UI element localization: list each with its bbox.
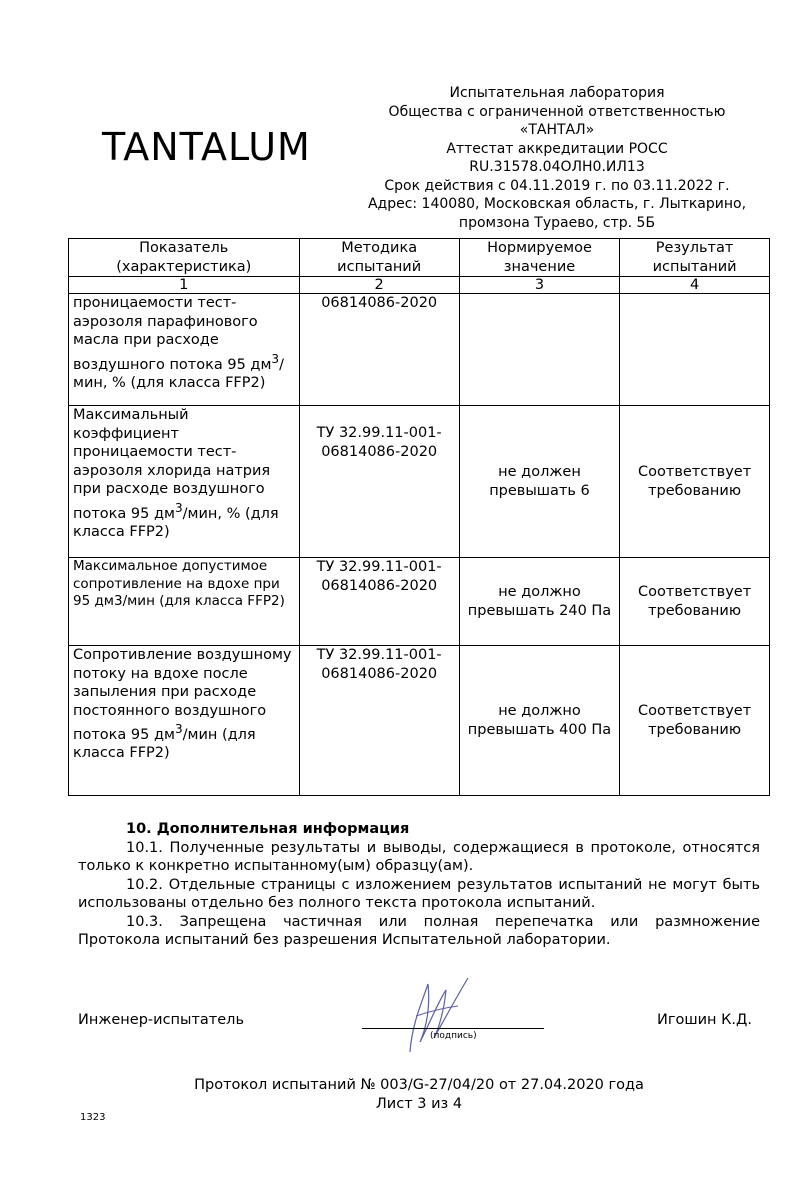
- method-text: ТУ 32.99.11-001-06814086-2020: [316, 425, 442, 460]
- norm-cell: не должен превышать 6: [459, 406, 619, 558]
- column-number: 2: [299, 277, 459, 294]
- indicator-cell: [69, 294, 300, 406]
- column-number: 1: [69, 277, 300, 294]
- column-number: 4: [620, 277, 770, 294]
- page-code: 1323: [80, 1112, 106, 1123]
- column-number: 3: [459, 277, 619, 294]
- norm-cell: [459, 294, 619, 406]
- header-indicator: [69, 239, 300, 277]
- protocol-number: Протокол испытаний № 003/G-27/04/20 от 27.04.2020 года: [194, 1077, 644, 1093]
- signature-line: [362, 1028, 544, 1029]
- column-number-row: [69, 277, 770, 294]
- header-result: [620, 239, 770, 277]
- norm-cell: не должно превышать 240 Па: [459, 558, 619, 646]
- lab-line: RU.31578.04ОЛН0.ИЛ13: [469, 159, 645, 175]
- method-cell: ТУ 32.99.11-001-06814086-2020: [299, 646, 459, 796]
- section-heading: 10. Дополнительная информация: [126, 821, 410, 837]
- indicator-text: /мин, % (для класса FFP2): [73, 356, 284, 391]
- header-line: Методика: [341, 240, 418, 256]
- indicator-text: /мин, % (для класса FFP2): [73, 505, 279, 540]
- result-cell: Соответствует требованию: [620, 646, 770, 796]
- header-line: (характеристика): [116, 258, 252, 275]
- info-paragraph: 10.3. Запрещена частичная или полная перепечатка или размножение Протокола испытаний без разрешения Испытательной лаборатории.: [78, 913, 760, 948]
- table-header-row: [69, 239, 770, 277]
- info-paragraph: 10.2. Отдельные страницы с изложением результатов испытаний не могут быть использованы отдельно без полного текста протокола испытаний.: [78, 876, 760, 911]
- indicator-text: Максимальный коэффициент проницаемости тест-аэрозоля хлорида натрия при расходе воздушного потока 95 дм: [73, 407, 271, 522]
- lab-line: «ТАНТАЛ»: [519, 122, 595, 138]
- superscript: 3: [174, 722, 183, 736]
- signature-mark: [398, 972, 478, 1056]
- result-cell: Соответствует требованию: [620, 406, 770, 558]
- additional-info: [78, 820, 760, 950]
- header-line: испытаний: [652, 258, 737, 275]
- result-cell: [620, 294, 770, 406]
- lab-line: Адрес: 140080, Московская область, г. Лыткарино,: [367, 196, 747, 212]
- norm-cell: не должно превышать 400 Па: [459, 646, 619, 796]
- indicator-cell: [69, 646, 300, 796]
- footer: [0, 1076, 800, 1113]
- superscript: 3: [271, 351, 280, 366]
- header-line: испытаний: [337, 258, 422, 275]
- table-row: [69, 406, 770, 558]
- signature-caption: (подпись): [430, 1031, 477, 1041]
- method-cell: [299, 406, 459, 558]
- logo: TANTALUM: [102, 125, 311, 169]
- signer-name: Игошин К.Д.: [657, 1012, 752, 1028]
- lab-line: Испытательная лаборатория: [449, 85, 665, 101]
- header-line: значение: [503, 258, 576, 275]
- header-method: [299, 239, 459, 277]
- signer-role: Инженер-испытатель: [78, 1012, 244, 1028]
- lab-line: промзона Тураево, стр. 5Б: [458, 214, 656, 231]
- method-cell: 06814086-2020: [299, 294, 459, 406]
- results-table: [68, 238, 770, 796]
- indicator-text: /мин (для класса FFP2): [73, 726, 256, 762]
- header-line: Показатель: [139, 240, 229, 256]
- header-line: Результат: [655, 240, 734, 256]
- lab-line: Общества с ограниченной ответственностью: [388, 103, 726, 120]
- lab-line: Аттестат аккредитации РОСС: [446, 140, 668, 157]
- indicator-cell: [69, 406, 300, 558]
- info-paragraph: 10.1. Полученные результаты и выводы, содержащиеся в протоколе, относятся только к конкретно испытанному(ым) образцу(ам).: [78, 839, 760, 874]
- lab-info: [330, 84, 784, 232]
- superscript: 3: [174, 500, 183, 515]
- header-norm: [459, 239, 619, 277]
- indicator-text: проницаемости тест-аэрозоля парафинового масла при расходе воздушного потока 95 дм: [73, 295, 272, 373]
- table-row: [69, 294, 770, 406]
- indicator-text: Сопротивление воздушному потоку на вдохе после запыления при расходе постоянного воздушного потока 95 дм: [73, 647, 292, 743]
- result-cell: Соответствует требованию: [620, 558, 770, 646]
- table-row: [69, 558, 770, 646]
- indicator-cell: Максимальное допустимое сопротивление на вдохе при 95 дм3/мин (для класса FFP2): [69, 558, 300, 646]
- header-line: Нормируемое: [487, 240, 592, 256]
- sheet-number: Лист 3 из 4: [375, 1095, 463, 1112]
- table-row: [69, 646, 770, 796]
- method-cell: ТУ 32.99.11-001-06814086-2020: [299, 558, 459, 646]
- lab-line: Срок действия с 04.11.2019 г. по 03.11.2022 г.: [384, 177, 730, 194]
